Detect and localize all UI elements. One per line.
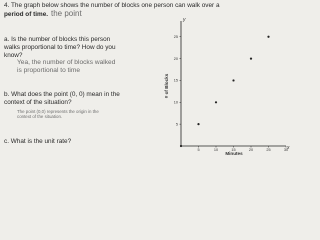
x-tick-label: 10 (213, 148, 219, 152)
y-tick-label: 10 (173, 100, 178, 105)
y-tick-label: 25 (173, 35, 178, 40)
answer-b-line1: The point (0,0) represents the origin in the (17, 109, 99, 114)
handwritten-note: the point (51, 9, 82, 18)
question-4-prompt-line1: 4. The graph below shows the number of blocks one person can walk over a (4, 2, 220, 9)
question-a-line2: walks proportional to time? How do you (4, 44, 116, 51)
question-b-line2: context of the situation? (4, 99, 72, 106)
x-axis-letter: x (287, 145, 290, 151)
y-tick-label: 15 (173, 78, 178, 83)
y-tick-label: 20 (173, 56, 178, 61)
question-c-line1: c. What is the unit rate? (4, 138, 72, 145)
y-axis-letter: y (183, 17, 186, 23)
chart-points (180, 36, 270, 147)
data-point (197, 123, 199, 125)
question-a-line1: a. Is the number of blocks this person (4, 36, 111, 43)
x-tick-label: 20 (248, 148, 254, 152)
data-point (180, 145, 182, 147)
chart-axes (164, 17, 290, 156)
data-point (232, 79, 234, 81)
question-a-line3: know? (4, 52, 23, 59)
x-axis-title: Minutes (225, 151, 243, 156)
answer-b-line2: context of the situation. (17, 114, 63, 119)
chart-ticks (174, 35, 288, 152)
x-tick-label: 5 (197, 148, 200, 152)
answer-a-line2: is proportional to time (17, 67, 81, 74)
answer-a-line1: Yea, the number of blocks walked (17, 59, 116, 66)
x-tick-label: 15 (231, 148, 236, 152)
data-point (250, 57, 252, 59)
y-axis-title: # of Blocks (164, 73, 169, 99)
y-tick-label: 5 (175, 122, 178, 127)
question-4-prompt-line2: period of time. (4, 11, 49, 18)
x-tick-label: 30 (283, 148, 289, 152)
question-b-line1: b. What does the point (0, 0) mean in the (4, 91, 120, 98)
data-point (267, 36, 269, 38)
x-tick-label: 25 (266, 148, 271, 152)
data-point (215, 101, 217, 103)
